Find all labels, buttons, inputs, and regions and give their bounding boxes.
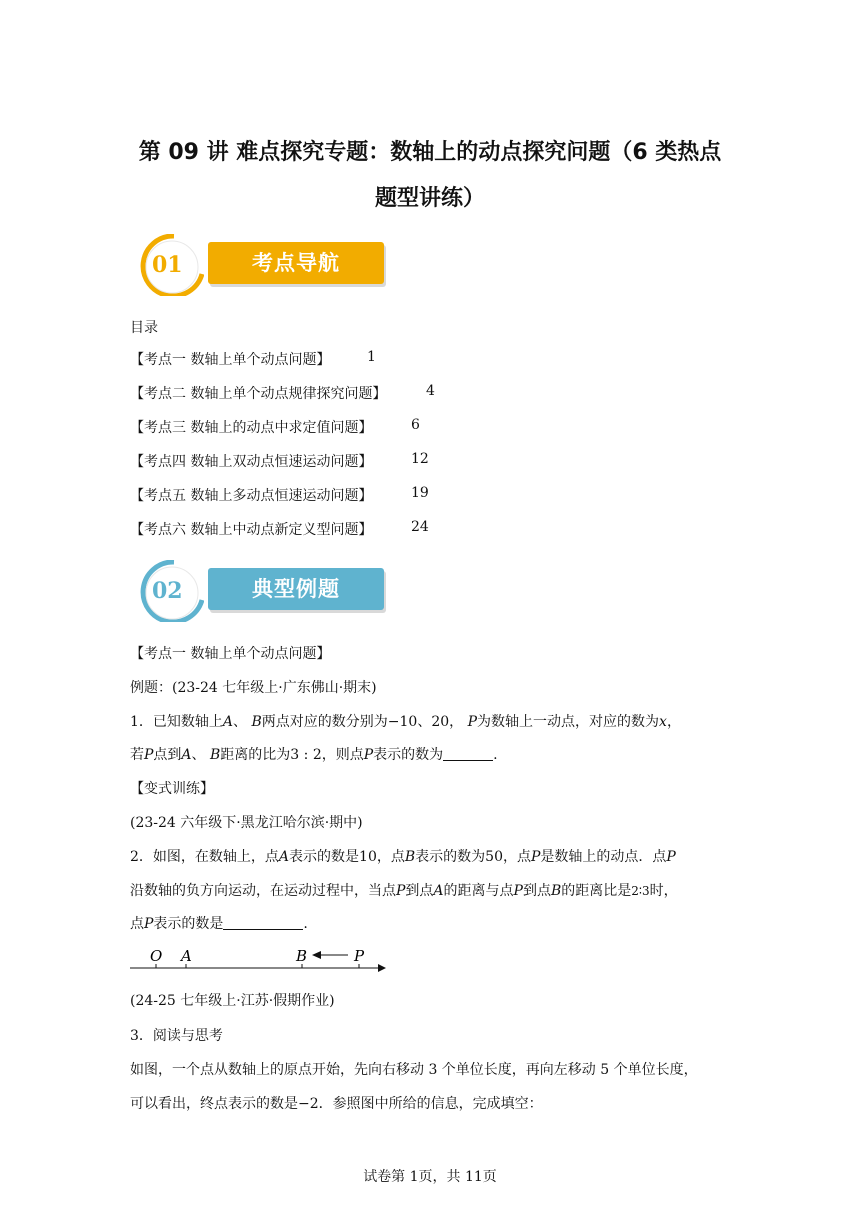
banner-label: 考点导航 <box>208 242 384 284</box>
text: 沿数轴的负方向运动，在运动过程中，当点 <box>130 883 396 899</box>
toc-item[interactable]: 【考点二 数轴上单个动点规律探究问题】 <box>130 386 387 402</box>
var-p: P <box>363 747 374 763</box>
text: 、 <box>233 714 248 730</box>
text: 的距离与点 <box>443 883 514 899</box>
text: 的距离比是 <box>561 883 632 899</box>
page-title <box>110 130 750 222</box>
question-3-line-2: 可以看出，终点表示的数是−2．参照图中所给的信息，完成填空： <box>130 1096 543 1112</box>
label-b: B <box>296 947 308 965</box>
banner-exam-navigation <box>138 234 388 296</box>
title-line-2: 题型讲练） <box>374 186 485 211</box>
text: 表示的数为 <box>415 849 486 865</box>
toc-item[interactable]: 【考点一 数轴上单个动点问题】 <box>130 352 331 368</box>
toc-page: 1 <box>367 349 376 365</box>
text: 两点对应的数分别为 <box>261 714 388 730</box>
text: 表示的数为 <box>373 747 444 763</box>
text: 点 <box>130 916 144 932</box>
number-line-figure <box>126 944 390 978</box>
text: 距离的比为 <box>220 747 291 763</box>
toc-item[interactable]: 【考点五 数轴上多动点恒速运动问题】 <box>130 488 373 504</box>
var-b: B <box>210 747 221 763</box>
toc-item[interactable]: 【考点三 数轴上的动点中求定值问题】 <box>130 420 373 436</box>
example-source: 例题：(23-24 七年级上·广东佛山·期末) <box>130 680 377 696</box>
toc-page: 4 <box>426 383 435 399</box>
question-1-line-1 <box>130 711 681 731</box>
label-a: A <box>181 947 192 965</box>
answer-blank[interactable] <box>223 915 303 930</box>
toc-page: 19 <box>411 485 429 501</box>
toc-item[interactable]: 【考点四 数轴上双动点恒速运动问题】 <box>130 454 373 470</box>
axis-arrow-icon <box>378 964 386 972</box>
question-source: (23-24 六年级下·黑龙江哈尔滨·期中) <box>130 815 363 831</box>
banner-number: 01 <box>152 252 183 278</box>
section-heading: 【考点一 数轴上单个动点问题】 <box>130 646 331 662</box>
text: 若 <box>130 747 144 763</box>
text: ，点 <box>376 849 405 865</box>
label-o: O <box>150 947 163 965</box>
var-b: B <box>404 849 416 865</box>
var-p: P <box>396 883 406 899</box>
banner-label: 典型例题 <box>208 568 384 610</box>
var-p: P <box>144 916 154 932</box>
var-a: A <box>433 883 444 899</box>
toc-page: 12 <box>411 451 429 467</box>
label-p: P <box>354 947 365 965</box>
question-3-title: 3．阅读与思考 <box>130 1028 223 1044</box>
question-2-line-1 <box>130 846 676 866</box>
var-a: A <box>222 714 234 730</box>
question-1-line-2 <box>130 744 498 764</box>
toc-page: 24 <box>411 519 429 535</box>
title-line-1: 第 09 讲 难点探究专题：数轴上的动点探究问题（6 类热点 <box>138 140 722 165</box>
var-p: P <box>467 714 478 730</box>
ratio: 3 : 2 <box>290 747 322 763</box>
value: 10 <box>359 849 377 865</box>
banner-number: 02 <box>152 578 183 604</box>
move-arrow-icon <box>312 951 321 959</box>
var-p: P <box>531 849 541 865</box>
text: 1．已知数轴上 <box>130 714 223 730</box>
text: 表示的数是 <box>153 916 224 932</box>
toc-heading: 目录 <box>130 320 158 336</box>
ratio: 2∶3 <box>631 884 650 898</box>
text: 为数轴上一动点，对应的数为 <box>477 714 660 730</box>
text: 到点 <box>405 883 434 899</box>
text: 表示的数是 <box>289 849 360 865</box>
var-x: x <box>659 714 667 730</box>
question-2-line-2 <box>130 880 678 900</box>
text: . <box>303 916 308 932</box>
text: 是数轴上的动点．点 <box>540 849 667 865</box>
text: 点到 <box>153 747 182 763</box>
value: 50 <box>485 849 503 865</box>
banner-typical-examples <box>138 560 388 622</box>
toc-page: 6 <box>411 417 420 433</box>
text: 时， <box>649 883 678 899</box>
text: 、 <box>191 747 206 763</box>
var-a: A <box>181 747 192 763</box>
text: 2．如图，在数轴上，点 <box>130 849 279 865</box>
text: 到点 <box>522 883 551 899</box>
var-b: B <box>251 714 262 730</box>
question-2-line-3 <box>130 913 308 933</box>
var-a: A <box>278 849 290 865</box>
section-heading: 【变式训练】 <box>130 781 214 797</box>
question-3-line-1: 如图，一个点从数轴上的原点开始，先向右移动 3 个单位长度，再向左移动 5 个单位长度， <box>130 1062 698 1078</box>
page-footer: 试卷第 1页，共 11页 <box>363 1169 497 1185</box>
text: ， <box>666 714 681 730</box>
var-b: B <box>550 883 562 899</box>
var-p: P <box>666 849 676 865</box>
text: ，则点 <box>321 747 364 763</box>
values: −10、20 <box>387 714 450 730</box>
var-p: P <box>144 747 154 763</box>
var-p: P <box>513 883 523 899</box>
text: ， <box>449 714 464 730</box>
text: ，点 <box>503 849 531 865</box>
answer-blank[interactable] <box>443 746 493 761</box>
question-source: (24-25 七年级上·江苏·假期作业) <box>130 993 335 1009</box>
toc-item[interactable]: 【考点六 数轴上中动点新定义型问题】 <box>130 522 373 538</box>
text: . <box>493 747 498 763</box>
